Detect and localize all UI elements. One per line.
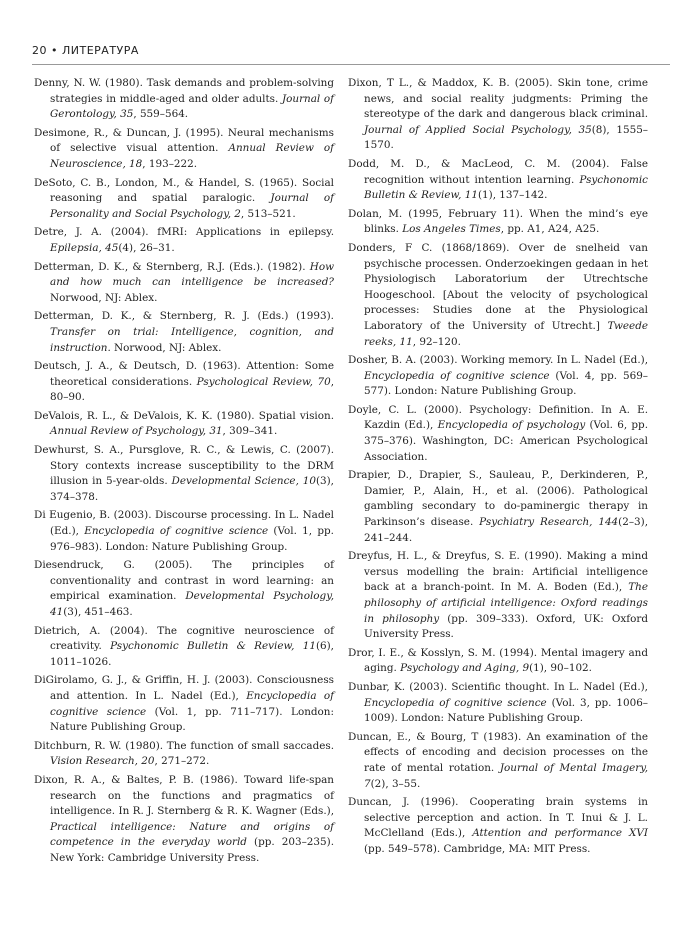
reference-text: Denny, N. W. (1980). Task demands and problem-solving strategies in middle-aged and older adults. (34, 77, 334, 105)
reference-entry (34, 225, 334, 256)
section-title: ЛИТЕРАТУРА (62, 44, 139, 57)
header-bullet: • (51, 44, 58, 57)
reference-entry (34, 260, 334, 307)
reference-pages: (pp. 309–333). Oxford, UK: Oxford University Press. (364, 612, 648, 641)
reference-text: Dosher, B. A. (2003). Working memory. In L. Nadel (Ed.), (348, 354, 648, 367)
reference-source: Attention and performance XVI (472, 827, 648, 840)
reference-pages: Norwood, NJ: Ablex. (50, 291, 158, 304)
reference-text: Dreyfus, H. L., & Dreyfus, S. E. (1990). Making a mind versus modelling the brain: Artificial intelligence back at a branch-point. In M. A. Boden (Ed.), (348, 550, 648, 594)
reference-text: Detterman, D. K., & Sternberg, R. J. (Eds.) (1993). (34, 310, 334, 323)
reference-pages: , 271–272. (154, 755, 210, 768)
reference-pages: (Vol. 4, pp. 569–577). London: Nature Publishing Group. (364, 369, 648, 398)
reference-source: Encyclopedia of cognitive science (84, 525, 269, 538)
reference-pages: , pp. A1, A24, A25. (500, 223, 600, 236)
reference-source: Journal of Gerontology, 35 (50, 92, 334, 121)
reference-pages: , 309–341. (222, 425, 278, 438)
reference-entry (348, 76, 648, 154)
reference-entry (34, 508, 334, 555)
reference-entry (34, 624, 334, 671)
reference-entry (348, 730, 648, 792)
reference-source: Encyclopedia of cognitive science (50, 689, 334, 718)
reference-source: Developmental Science, 10 (171, 475, 316, 488)
reference-source: Encyclopedia of cognitive science (364, 696, 547, 709)
reference-source: Annual Review of Psychology, 31 (50, 425, 223, 438)
reference-pages: , 513–521. (240, 207, 296, 220)
reference-entry (34, 673, 334, 735)
reference-pages: , 80–90. (50, 375, 334, 404)
reference-text: Detterman, D. K., & Sternberg, R.J. (Eds.). (1982). (34, 260, 310, 273)
reference-pages: (Vol. 1, pp. 711–717). London: Nature Publishing Group. (50, 705, 334, 734)
reference-pages: (3), 451–463. (63, 606, 133, 618)
reference-entry (348, 795, 648, 857)
reference-source: Los Angeles Times (402, 223, 501, 236)
reference-pages: (pp. 549–578). Cambridge, MA: MIT Press. (364, 842, 591, 855)
reference-pages: , 559–564. (133, 108, 189, 121)
reference-entry (34, 359, 334, 406)
reference-pages: (3), 374–378. (50, 475, 334, 503)
reference-text: Ditchburn, R. W. (1980). The function of small saccades. (34, 739, 334, 752)
reference-entry (34, 309, 334, 356)
reference-source: Psychology and Aging, 9 (400, 662, 530, 675)
reference-source: Annual Review of Neuroscience, 18 (50, 142, 334, 170)
reference-pages: (Vol. 6, pp. 375–376). Washington, DC: American Psychological Association. (364, 419, 648, 463)
reference-pages: (8), 1555–1570. (364, 123, 648, 152)
reference-text: Dixon, T L., & Maddox, K. B. (2005). Skin tone, crime news, and social reality judgments: Priming the stereotype of the dark and dangerous black criminal. (348, 77, 648, 121)
reference-text: Desimone, R., & Duncan, J. (1995). Neural mechanisms of selective visual attention. (34, 126, 334, 155)
reference-text: Drapier, D., Drapier, S., Sauleau, P., Derkinderen, P., Damier, P., Alain, H., et al. (2006). Pathological gambling secondary to do-paminergic therapy in Parkinson’s disease. (348, 469, 648, 529)
reference-text: Dunbar, K. (2003). Scientific thought. In L. Nadel (Ed.), (348, 680, 648, 693)
reference-pages: , 92–120. (412, 335, 461, 348)
reference-text: Dodd, M. D., & MacLeod, C. M. (2004). False recognition without intention learning. (348, 157, 648, 186)
left-column (34, 76, 334, 870)
reference-source: Vision Research, 20 (50, 755, 155, 768)
reference-entry (348, 646, 648, 677)
reference-text: Deutsch, J. A., & Deutsch, D. (1963). Attention: Some theoretical considerations. (34, 360, 334, 388)
reference-text: DeValois, R. L., & DeValois, K. K. (1980). Spatial vision. (34, 409, 334, 422)
reference-text: Di Eugenio, B. (2003). Discourse processing. In L. Nadel (Ed.), (34, 509, 334, 538)
reference-pages: (Vol. 1, pp. 976–983). London: Nature Publishing Group. (50, 525, 334, 553)
reference-pages: (6), 1011–1026. (50, 640, 334, 668)
reference-entry (348, 549, 648, 643)
reference-text: Dror, I. E., & Kosslyn, S. M. (1994). Mental imagery and aging. (348, 646, 648, 675)
reference-source: How and how much can intelligence be increased? (50, 260, 334, 289)
reference-text: Donders, F C. (1868/1869). Over de snelheid van psychische processen. Onderzoekingen gedaan in het Physiologisch Laboratorium der Utrechtsche Hoogeschool. [About the velocity of psychological processes: Studies done at the Physiological Laboratory of the University of Utrecht.] (348, 241, 648, 332)
reference-entry (348, 241, 648, 350)
reference-source: Transfer on trial: Intelligence, cognition, and instruction (50, 325, 334, 354)
reference-source: Psychiatry Research, 144 (479, 516, 619, 529)
reference-entry (34, 76, 334, 123)
reference-source: Practical intelligence: Nature and origins of competence in the everyday world (50, 820, 334, 849)
reference-pages: (1), 90–102. (529, 662, 592, 675)
reference-pages: . Norwood, NJ: Ablex. (107, 341, 222, 354)
reference-source: Journal of Applied Social Psychology, 35 (364, 123, 592, 136)
reference-source: Journal of Personality and Social Psychology, 2 (50, 192, 334, 220)
reference-pages: (2–3), 241–244. (364, 516, 648, 544)
reference-text: Duncan, J. (1996). Cooperating brain systems in selective perception and action. In T. Inui & J. L. McClelland (Eds.), (348, 796, 648, 840)
reference-pages: (4), 26–31. (118, 241, 175, 254)
reference-source: Tweede reeks, 11 (364, 319, 648, 348)
running-header (32, 44, 670, 62)
reference-source: Encyclopedia of cognitive science (364, 369, 550, 382)
right-column (348, 76, 648, 861)
reference-source: Journal of Mental Imagery, 7 (364, 761, 649, 790)
reference-source: Psychonomic Bulletin & Review, 11 (364, 173, 648, 202)
header-rule (32, 64, 670, 65)
reference-source: Developmental Psychology, 41 (50, 590, 334, 618)
reference-text: Diesendruck, G. (2005). The principles of conventionality and contrast in word learning: an empirical examination. (34, 559, 334, 603)
reference-pages: (2), 3–55. (370, 777, 421, 790)
reference-pages: (pp. 203–235). New York: Cambridge University Press. (50, 836, 334, 864)
reference-pages: (Vol. 3, pp. 1006–1009). London: Nature Publishing Group. (364, 696, 649, 725)
reference-entry (34, 558, 334, 620)
reference-pages: (1), 137–142. (477, 189, 548, 202)
reference-entry (348, 468, 648, 546)
reference-pages: , 193–222. (142, 157, 198, 170)
reference-text: Dixon, R. A., & Baltes, P. B. (1986). Toward life-span research on the functions and pragmatics of intelligence. In R. J. Sternberg & R. K. Wagner (Eds.), (34, 773, 334, 818)
reference-text: DeSoto, C. B., London, M., & Handel, S. (1965). Social reasoning and spatial paralogic. (34, 176, 334, 205)
reference-entry (34, 176, 334, 223)
reference-entry (348, 207, 648, 238)
reference-text: DiGirolamo, G. J., & Griffin, H. J. (2003). Consciousness and attention. In L. Nadel (Ed.), (34, 674, 334, 702)
reference-entry (34, 773, 334, 867)
reference-entry (348, 403, 648, 465)
reference-text: Dewhurst, S. A., Pursglove, R. C., & Lewis, C. (2007). Story contexts increase susceptibility to the DRM illusion in 5-year-olds. (34, 444, 334, 488)
reference-entry (34, 443, 334, 505)
reference-source: Psychological Review, 70 (196, 375, 331, 388)
reference-entry (34, 126, 334, 173)
reference-text: Duncan, E., & Bourg, T (1983). An examination of the effects of encoding and decision processes on the rate of mental rotation. (348, 730, 648, 774)
reference-source: Epilepsia, 45 (50, 241, 119, 254)
reference-source: Psychonomic Bulletin & Review, 11 (110, 640, 316, 653)
reference-text: Dietrich, A. (2004). The cognitive neuroscience of creativity. (34, 624, 334, 653)
reference-text: Dolan, M. (1995, February 11). When the mind’s eye blinks. (348, 207, 648, 236)
reference-entry (348, 157, 648, 204)
reference-text: Detre, J. A. (2004). fMRI: Applications in epilepsy. (34, 226, 334, 239)
reference-source: Encyclopedia of psychology (437, 419, 586, 432)
reference-source: The philosophy of artificial intelligence: Oxford readings in philosophy (364, 581, 648, 625)
reference-entry (348, 353, 648, 400)
reference-entry (348, 680, 648, 727)
reference-entry (34, 739, 334, 770)
page-number: 20 (32, 44, 47, 57)
reference-entry (34, 409, 334, 440)
reference-text: Doyle, C. L. (2000). Psychology: Definition. In A. E. Kazdin (Ed.), (348, 403, 648, 432)
